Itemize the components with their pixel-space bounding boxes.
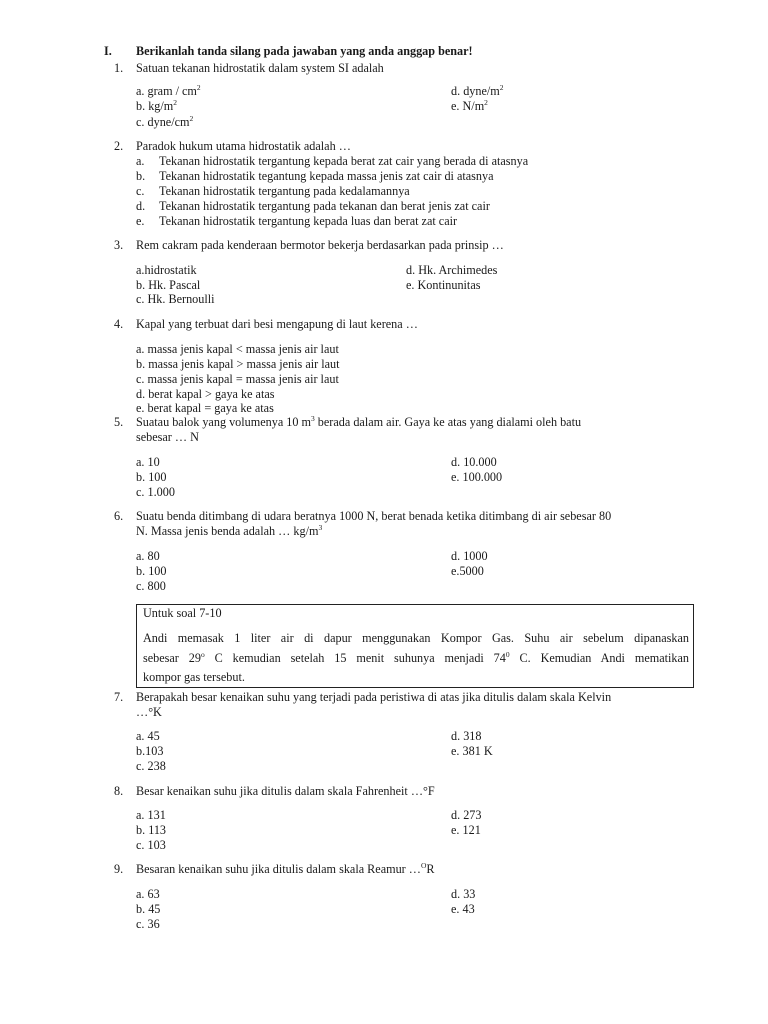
q8-option-a: a. 131 — [136, 808, 166, 822]
info-box-title: Untuk soal 7-10 — [143, 606, 222, 620]
q2-option-b-letter: b. — [136, 169, 146, 183]
q2-option-e-text: Tekanan hidrostatik tergantung kepada luas dan berat zat cair — [159, 214, 458, 228]
q9-option-d: d. 33 — [451, 887, 476, 901]
q9-number: 9. — [114, 862, 124, 876]
q3-option-c: c. Hk. Bernoulli — [136, 292, 215, 306]
q3-option-b: b. Hk. Pascal — [136, 278, 201, 292]
info-box-line1: Andi memasak 1 liter air di dapur menggunakan Kompor Gas. Suhu air sebelum dipanaskan — [143, 631, 689, 645]
q7-option-a: a. 45 — [136, 729, 160, 743]
q2-option-a-letter: a. — [136, 154, 145, 168]
q4-option-a: a. massa jenis kapal < massa jenis air laut — [136, 342, 339, 356]
q4-option-c: c. massa jenis kapal = massa jenis air laut — [136, 372, 339, 386]
q1-option-c: c. dyne/$cm^2$ — [136, 114, 194, 129]
info-box-line3: kompor gas tersebut. — [143, 670, 245, 684]
q8-number: 8. — [114, 784, 124, 798]
q6-option-d: d. 1000 — [451, 549, 488, 563]
q1-number: 1. — [114, 61, 124, 75]
q2-option-d-text: Tekanan hidrostatik tergantung pada tekanan dan berat jenis zat cair — [159, 199, 490, 213]
q1-option-a: a. gram / $cm^2$ — [136, 83, 201, 98]
q2-option-c-letter: c. — [136, 184, 145, 198]
info-box-line2: sebesar 29$^o$ C kemudian setelah 15 menit suhunya menjadi $74^0$ C. Kemudian Andi mematikan — [143, 650, 689, 665]
q9-option-a: a. 63 — [136, 887, 160, 901]
q2-number: 2. — [114, 139, 124, 153]
q2-option-b-text: Tekanan hidrostatik tegantung kepada massa jenis zat cair di atasnya — [159, 169, 494, 183]
q7-number: 7. — [114, 690, 124, 704]
q8-option-d: d. 273 — [451, 808, 482, 822]
q6-option-a: a. 80 — [136, 549, 160, 563]
q5-option-e: e. 100.000 — [451, 470, 503, 484]
q4-option-b: b. massa jenis kapal > massa jenis air laut — [136, 357, 340, 371]
q7-option-b: b.103 — [136, 744, 164, 758]
q7-option-c: c. 238 — [136, 759, 166, 773]
q7-text-line1: Berapakah besar kenaikan suhu yang terjadi pada peristiwa di atas jika ditulis dalam skala Kelvin — [136, 690, 612, 704]
q6-number: 6. — [114, 509, 124, 523]
q9-option-c: c. 36 — [136, 917, 160, 931]
q1-option-b: b. $kg/m^2$ — [136, 98, 177, 113]
q6-text-line1: Suatu benda ditimbang di udara beratnya 1000 N, berat benada ketika ditimbang di air sebesar 80 — [136, 509, 612, 523]
q3-option-a: a.hidrostatik — [136, 263, 197, 277]
q6-option-c: c. 800 — [136, 579, 166, 593]
q4-option-d: d. berat kapal > gaya ke atas — [136, 387, 275, 401]
q9-option-e: e. 43 — [451, 902, 475, 916]
q6-option-b: b. 100 — [136, 564, 167, 578]
q5-text-line1: Suatau balok yang volumenya 10 $m^3$ berada dalam air. Gaya ke atas yang dialami oleh batu — [136, 414, 582, 429]
section-instruction: Berikanlah tanda silang pada jawaban yang anda anggap benar! — [136, 44, 473, 58]
q5-option-d: d. 10.000 — [451, 455, 497, 469]
q9-option-b: b. 45 — [136, 902, 161, 916]
q6-option-e: e.5000 — [451, 564, 484, 578]
q8-option-c: c. 103 — [136, 838, 166, 852]
q4-option-e: e. berat kapal = gaya ke atas — [136, 401, 274, 415]
q4-text: Kapal yang terbuat dari besi mengapung di laut kerena … — [136, 317, 418, 331]
q1-option-e: e. $N/m^2$ — [451, 98, 488, 113]
q3-text: Rem cakram pada kenderaan bermotor bekerja berdasarkan pada prinsip … — [136, 238, 504, 252]
q2-option-c-text: Tekanan hidrostatik tergantung pada kedalamannya — [159, 184, 410, 198]
q5-option-c: c. 1.000 — [136, 485, 175, 499]
q5-option-a: a. 10 — [136, 455, 160, 469]
q8-text: Besar kenaikan suhu jika ditulis dalam skala Fahrenheit …°F — [136, 784, 435, 798]
q7-option-e: e. 381 K — [451, 744, 493, 758]
q5-option-b: b. 100 — [136, 470, 167, 484]
q8-option-b: b. 113 — [136, 823, 167, 837]
q9-text: Besaran kenaikan suhu jika ditulis dalam skala Reamur …$^O$R — [136, 861, 435, 876]
q8-option-e: e. 121 — [451, 823, 481, 837]
q2-option-e-letter: e. — [136, 214, 145, 228]
q2-option-d-letter: d. — [136, 199, 146, 213]
q2-option-a-text: Tekanan hidrostatik tergantung kepada berat zat cair yang berada di atasnya — [159, 154, 529, 168]
q3-option-e: e. Kontinunitas — [406, 278, 481, 292]
q2-text: Paradok hukum utama hidrostatik adalah … — [136, 139, 351, 153]
q3-option-d: d. Hk. Archimedes — [406, 263, 498, 277]
q3-number: 3. — [114, 238, 124, 252]
section-number: I. — [104, 44, 112, 58]
q4-number: 4. — [114, 317, 124, 331]
q1-option-d: d. dyne/$m^2$ — [451, 83, 504, 98]
q7-option-d: d. 318 — [451, 729, 482, 743]
q5-text-line2: sebesar … N — [136, 430, 199, 444]
q7-text-line2: …°K — [136, 705, 162, 719]
q6-text-line2: N. Massa jenis benda adalah … $kg/m^3$ — [136, 523, 323, 538]
q5-number: 5. — [114, 415, 124, 429]
q1-text: Satuan tekanan hidrostatik dalam system SI adalah — [136, 61, 384, 75]
